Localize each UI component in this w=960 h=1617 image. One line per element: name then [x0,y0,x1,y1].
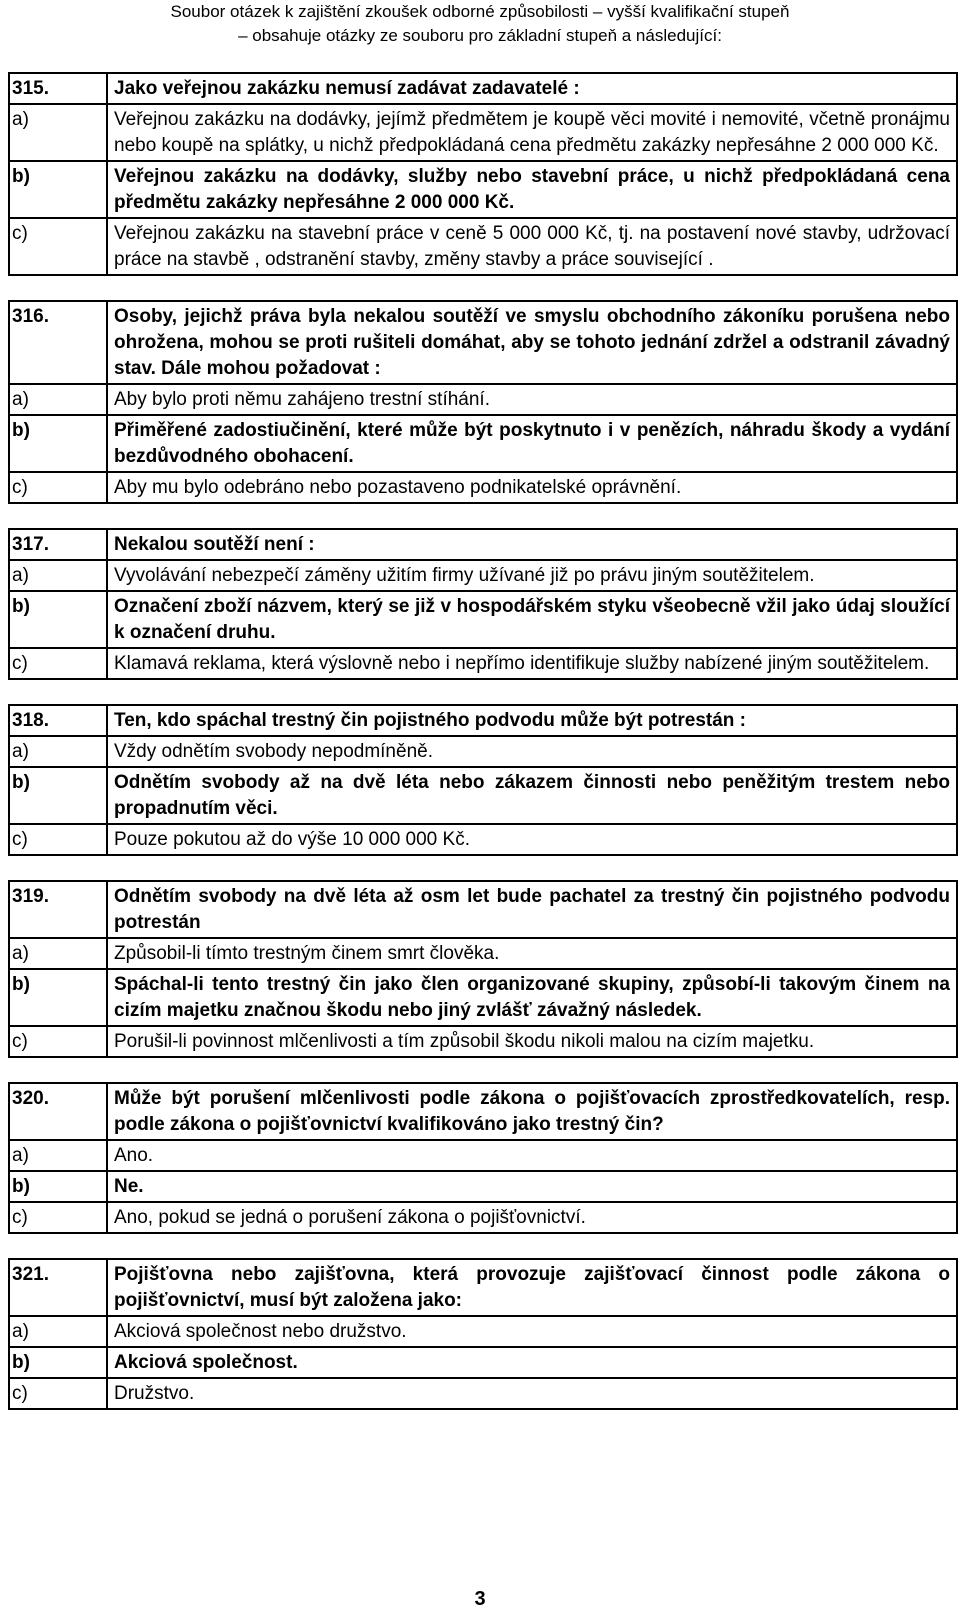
answer-row-correct [9,161,957,218]
answer-label: c) [9,1378,107,1409]
question-block [8,528,958,680]
answer-label: c) [9,648,107,679]
question-list [8,72,958,1434]
answer-row [9,648,957,679]
answer-label: b) [9,415,107,472]
answer-row [9,1026,957,1057]
answer-label: a) [9,104,107,161]
answer-label: b) [9,969,107,1026]
answer-text: Klamavá reklama, která výslovně nebo i nepřímo identifikuje služby nabízené jiným soutěžitelem. [107,648,957,679]
answer-text: Vždy odnětím svobody nepodmíněně. [107,736,957,767]
answer-row [9,1378,957,1409]
question-number: 321. [9,1259,107,1316]
answer-label: b) [9,161,107,218]
question-number: 319. [9,881,107,938]
answer-label: c) [9,1202,107,1233]
answer-row [9,472,957,503]
question-text: Nekalou soutěží není : [107,529,957,560]
answer-row [9,736,957,767]
answer-text: Označení zboží názvem, který se již v hospodářském styku všeobecně vžil jako údaj sloužící k označení druhu. [107,591,957,648]
page-number: 3 [474,1588,486,1610]
answer-label: a) [9,1140,107,1171]
answer-row [9,1202,957,1233]
question-number: 315. [9,73,107,104]
answer-label: c) [9,824,107,855]
answer-row [9,1316,957,1347]
answer-row [9,218,957,275]
question-row [9,881,957,938]
answer-label: a) [9,736,107,767]
answer-text: Veřejnou zakázku na dodávky, služby nebo stavební práce, u nichž předpokládaná cena předmětu zakázky nepřesáhne 2 000 000 Kč. [107,161,957,218]
question-row [9,73,957,104]
answer-text: Veřejnou zakázku na stavební práce v ceně 5 000 000 Kč, tj. na postavení nové stavby, udržovací práce na stavbě , odstranění stavby, změny stavby a práce související . [107,218,957,275]
question-text: Odnětím svobody na dvě léta až osm let bude pachatel za trestný čin pojistného podvodu potrestán [107,881,957,938]
question-row [9,1083,957,1140]
answer-label: a) [9,938,107,969]
answer-text: Vyvolávání nebezpečí záměny užitím firmy užívané již po právu jiným soutěžitelem. [107,560,957,591]
answer-text: Družstvo. [107,1378,957,1409]
question-number: 318. [9,705,107,736]
answer-label: c) [9,1026,107,1057]
question-block [8,704,958,856]
question-text: Jako veřejnou zakázku nemusí zadávat zadavatelé : [107,73,957,104]
question-text: Osoby, jejichž práva byla nekalou soutěží ve smyslu obchodního zákoníku porušena nebo ohrožena, mohou se proti rušiteli domáhat, aby se tohoto jednání zdržel a odstranil závadný stav. Dále mohou požadovat : [107,301,957,384]
answer-row-correct [9,591,957,648]
answer-text: Přiměřené zadostiučinění, které může být poskytnuto i v penězích, náhradu škody a vydání bezdůvodného obohacení. [107,415,957,472]
answer-row [9,104,957,161]
answer-label: c) [9,472,107,503]
answer-label: a) [9,384,107,415]
answer-row [9,1140,957,1171]
answer-row-correct [9,1171,957,1202]
question-row [9,1259,957,1316]
question-number: 320. [9,1083,107,1140]
answer-text: Veřejnou zakázku na dodávky, jejímž předmětem je koupě věci movité i nemovité, včetně pronájmu nebo koupě na splátky, u nichž předpokládaná cena předmětu zakázky nepřesáhne 2 000 000 Kč. [107,104,957,161]
page-header [0,0,960,48]
question-row [9,705,957,736]
question-text: Ten, kdo spáchal trestný čin pojistného podvodu může být potrestán : [107,705,957,736]
answer-text: Pouze pokutou až do výše 10 000 000 Kč. [107,824,957,855]
answer-text: Akciová společnost nebo družstvo. [107,1316,957,1347]
answer-label: b) [9,591,107,648]
answer-row [9,938,957,969]
answer-label: c) [9,218,107,275]
answer-label: b) [9,767,107,824]
question-block [8,1258,958,1410]
question-row [9,301,957,384]
answer-row-correct [9,1347,957,1378]
answer-row-correct [9,767,957,824]
answer-label: a) [9,560,107,591]
question-block [8,1082,958,1234]
answer-text: Odnětím svobody až na dvě léta nebo zákazem činnosti nebo peněžitým trestem nebo propadnutím věci. [107,767,957,824]
question-text: Může být porušení mlčenlivosti podle zákona o pojišťovacích zprostředkovatelích, resp. podle zákona o pojišťovnictví kvalifikováno jako trestný čin? [107,1083,957,1140]
answer-text: Porušil-li povinnost mlčenlivosti a tím způsobil škodu nikoli malou na cizím majetku. [107,1026,957,1057]
answer-text: Ano, pokud se jedná o porušení zákona o pojišťovnictví. [107,1202,957,1233]
answer-text: Aby bylo proti němu zahájeno trestní stíhání. [107,384,957,415]
answer-row [9,384,957,415]
answer-label: b) [9,1347,107,1378]
question-block [8,72,958,276]
answer-text: Aby mu bylo odebráno nebo pozastaveno podnikatelské oprávnění. [107,472,957,503]
question-number: 316. [9,301,107,384]
question-text: Pojišťovna nebo zajišťovna, která provozuje zajišťovací činnost podle zákona o pojišťovnictví, musí být založena jako: [107,1259,957,1316]
answer-row [9,824,957,855]
answer-row [9,560,957,591]
question-block [8,880,958,1058]
answer-label: a) [9,1316,107,1347]
question-number: 317. [9,529,107,560]
answer-text: Způsobil-li tímto trestným činem smrt člověka. [107,938,957,969]
answer-label: b) [9,1171,107,1202]
header-line-2: – obsahuje otázky ze souboru pro základní stupeň a následující: [238,26,722,45]
answer-row-correct [9,415,957,472]
question-block [8,300,958,504]
answer-text: Akciová společnost. [107,1347,957,1378]
header-line-1: Soubor otázek k zajištění zkoušek odborné způsobilosti – vyšší kvalifikační stupeň [170,2,790,21]
question-row [9,529,957,560]
answer-row-correct [9,969,957,1026]
answer-text: Ano. [107,1140,957,1171]
answer-text: Ne. [107,1171,957,1202]
answer-text: Spáchal-li tento trestný čin jako člen organizované skupiny, způsobí-li takovým činem na cizím majetku značnou škodu nebo jiný zvlášť závažný následek. [107,969,957,1026]
